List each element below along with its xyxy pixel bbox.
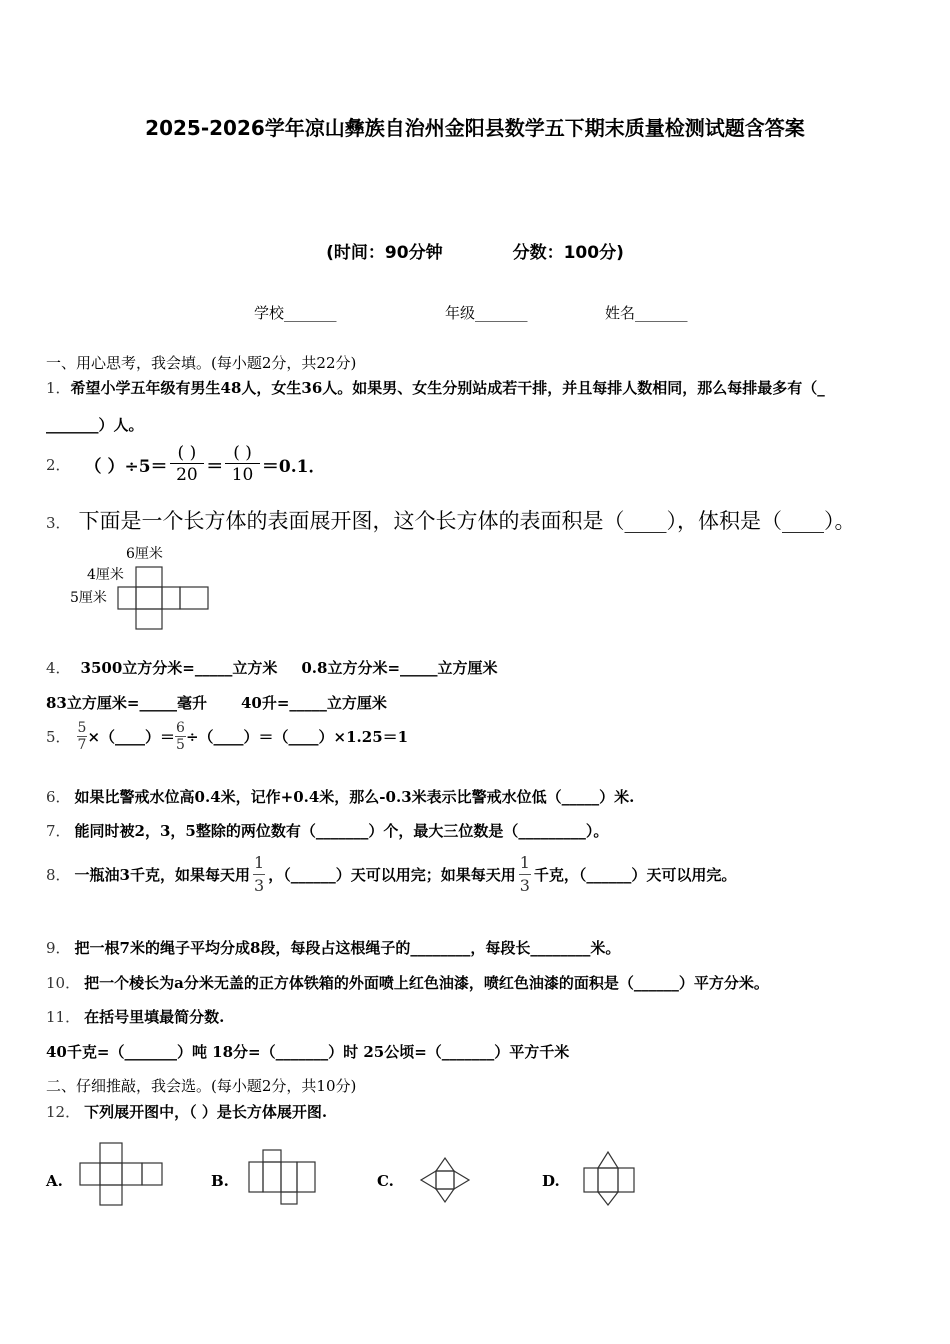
question-12 [46,1101,327,1122]
question-6 [46,786,634,807]
question-text: 把一根7米的绳子平均分成8段，每段占这根绳子的________，每段长________米。 [74,939,621,957]
question-number: 3． [46,514,71,532]
question-number: 2． [46,456,71,474]
question-number: 4． [46,659,71,677]
q8-part-a: 一瓶油3千克，如果每天用 [74,866,250,884]
document-title: 2025-2026学年凉山彝族自治州金阳县数学五下期末质量检测试题含答案 [145,116,805,140]
question-10 [46,972,769,993]
question-9 [46,937,620,958]
question-3 [46,505,856,535]
option-b-net[interactable] [247,1148,319,1208]
option-d-label[interactable]: D. [542,1172,560,1190]
exam-subtitle [0,238,950,263]
question-number: 9． [46,939,71,957]
q4-part-c: 83立方厘米=_____毫升 [46,694,207,712]
option-d-net[interactable] [582,1150,638,1208]
question-number: 1． [46,379,71,397]
question-number: 6． [46,788,71,806]
question-text: 把一个棱长为a分米无盖的正方体铁箱的外面喷上红色油漆，喷红色油漆的面积是（______）平方分米。 [84,974,769,992]
option-b-label[interactable]: B. [211,1172,229,1190]
q8-part-c: 千克，（______）天可以用完。 [533,866,737,884]
question-number: 10． [46,974,81,992]
grade-field[interactable]: 年级_______ [445,304,528,322]
q4-part-a: 3500立方分米=_____立方米 [80,659,278,677]
question-1 [46,377,825,398]
question-4-line-2 [46,692,387,713]
cuboid-net-figure [60,540,220,635]
fraction-denominator: 7 [77,737,87,753]
q2-fraction-2 [225,443,260,486]
option-c-net[interactable] [418,1155,474,1205]
q4-part-b: 0.8立方分米=_____立方厘米 [301,659,498,677]
section-1-heading: 一、用心思考，我会填。(每小题2分，共22分) [46,354,357,372]
net-face-top [136,567,162,587]
net-face-bottom [136,609,162,629]
question-number: 12． [46,1103,81,1121]
fraction-numerator: 6 [176,720,185,736]
question-number: 5． [46,728,71,746]
question-number: 8． [46,866,71,884]
school-field[interactable]: 学校_______ [254,304,337,322]
net-face-right [162,587,180,609]
net-face-left [118,587,136,609]
option-a-label[interactable]: A. [46,1172,63,1190]
exam-time: (时间：90分钟 [326,243,443,263]
question-4 [46,657,498,678]
q5-part-1: ×（____）＝ [87,728,176,746]
q2-tail: ＝0.1． [261,457,326,477]
question-number: 11． [46,1008,81,1026]
question-text: 在括号里填最简分数. [84,1008,225,1026]
option-c-label[interactable]: C. [377,1172,394,1190]
q5-part-2: ÷（____）＝（____）×1.25＝1 [185,728,409,746]
label-4cm: 4厘米 [87,567,124,583]
fraction-numerator: 1 [253,852,265,875]
q5-fraction-2 [175,720,186,753]
q2-fraction-1 [170,443,205,486]
question-text: 能同时被2，3，5整除的两位数有（_______）个，最大三位数是（_________）。 [74,822,609,840]
fraction-numerator: 5 [77,720,87,736]
question-number: 7． [46,822,71,840]
question-7 [46,820,608,841]
question-text: 希望小学五年级有男生48人，女生36人。如果男、女生分别站成若干排，并且每排人数相同，那么每排最多有（_ [70,379,825,397]
question-1-continued: _______）人。 [46,416,144,434]
net-face-front [136,587,162,609]
label-5cm: 5厘米 [70,590,107,606]
question-text: 如果比警戒水位高0.4米，记作+0.4米，那么-0.3米表示比警戒水位低（_____）米. [74,788,635,806]
fraction-denominator: 20 [176,465,198,485]
fraction-denominator: 10 [231,465,254,485]
option-a-net[interactable] [78,1142,168,1208]
net-face-back [180,587,208,609]
section-2-heading: 二、仔细推敲，我会选。(每小题2分，共10分) [46,1077,357,1095]
exam-score: 分数：100分) [512,243,624,263]
question-2 [46,443,325,486]
fraction-numerator: 1 [519,852,531,875]
question-text: 下列展开图中，（ ）是长方体展开图. [84,1103,328,1121]
fraction-denominator: 3 [254,876,265,895]
question-8 [46,852,736,897]
fraction-denominator: 5 [176,737,185,753]
question-text: 下面是一个长方体的表面展开图，这个长方体的表面积是（____），体积是（____）。 [78,509,856,533]
fraction-numerator[interactable]: ( ) [170,443,205,464]
fraction-denominator: 3 [519,876,530,895]
label-6cm: 6厘米 [126,546,163,562]
question-5 [46,720,408,753]
q5-fraction-1 [77,720,88,753]
q4-part-d: 40升=_____立方厘米 [240,694,387,712]
question-11 [46,1006,224,1027]
q8-fraction-1 [253,852,265,897]
question-11-line: 40千克=（_______）吨 18分=（_______）时 25公顷=（_______）平方千米 [46,1043,570,1061]
q8-part-b: ，（______）天可以用完；如果每天用 [268,866,516,884]
name-field[interactable]: 姓名_______ [605,304,688,322]
q2-equals: ＝ [206,457,224,477]
q8-fraction-2 [519,852,531,897]
fraction-numerator[interactable]: ( ) [225,443,260,464]
q2-lead: （ ）÷5＝ [84,457,168,477]
